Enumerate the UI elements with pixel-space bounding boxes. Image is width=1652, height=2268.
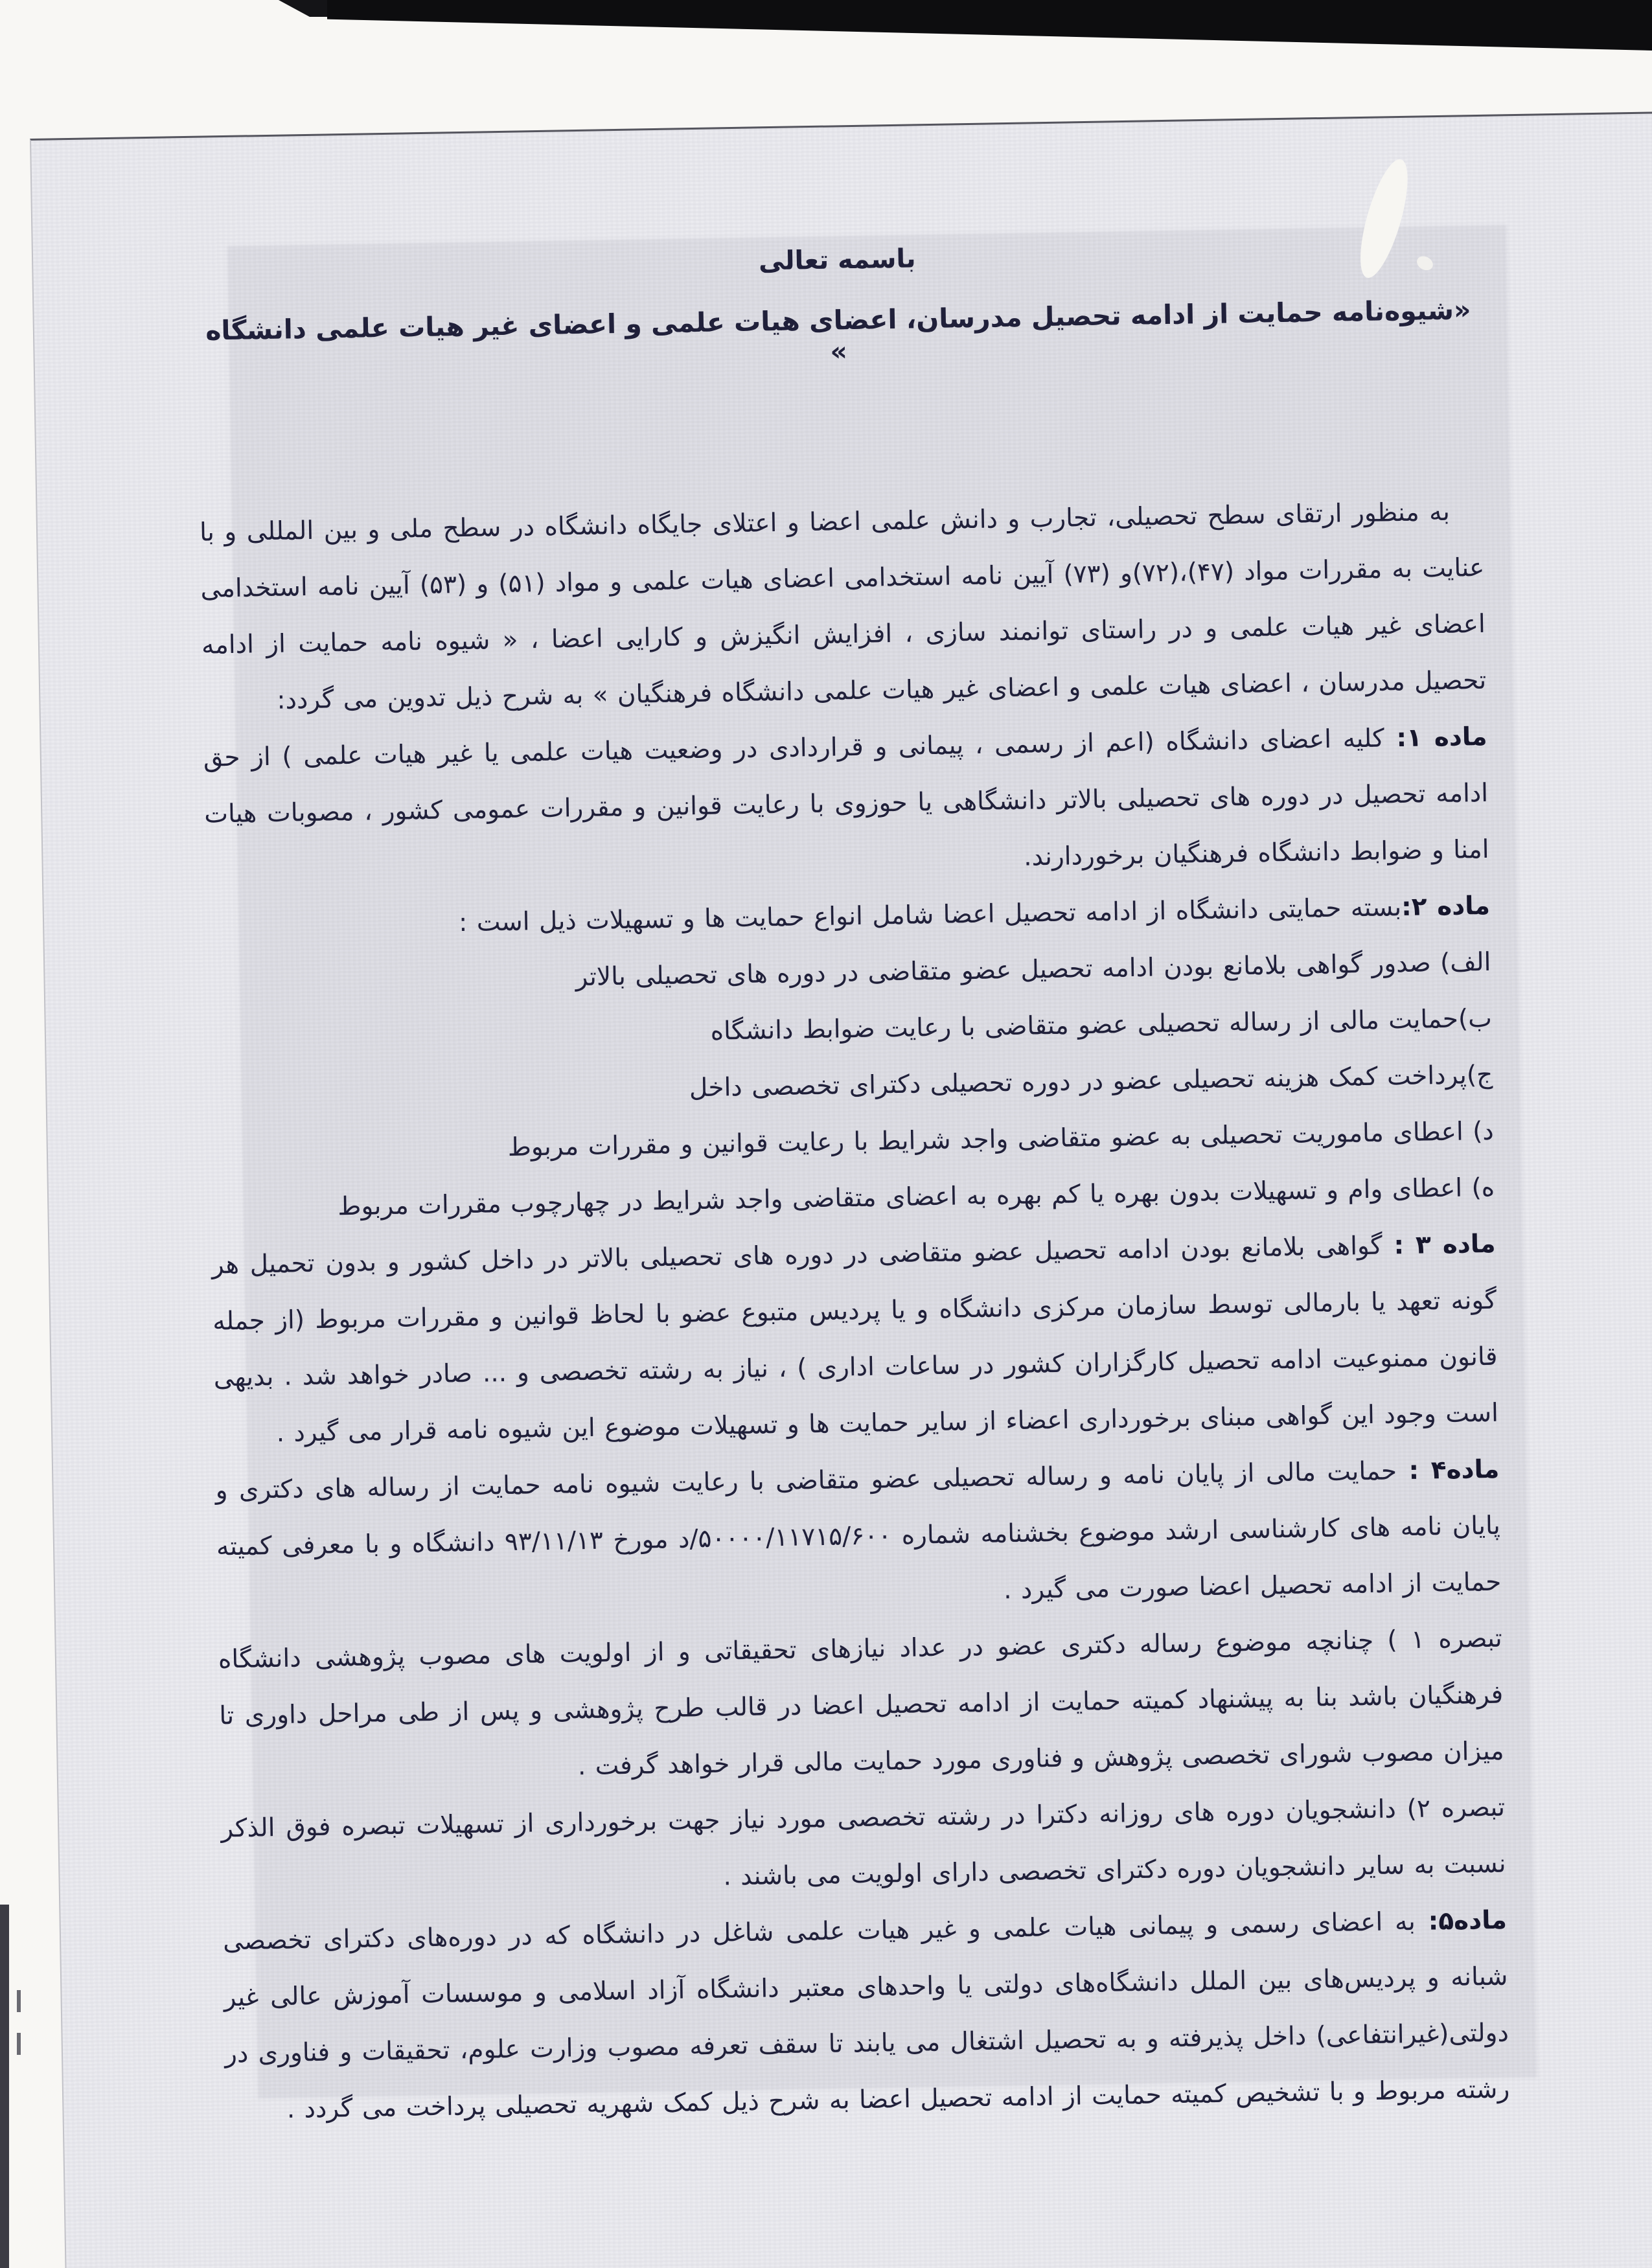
paragraph-text: کلیه اعضای دانشگاه (اعم از رسمی ، پیمانی و قراردادی در وضعیت هیات علمی یا غیر هیات علمی ) از حق ادامه تحصیل در دوره های تحصیلی بالاتر دانشگاهی یا حوزوی با رعایت قوانین و مقررات عمومی کشور ، مصوبات هیات امنا و ضوابط دانشگاه فرهنگیان برخوردارند. <box>203 724 1489 872</box>
paragraph-text: گواهی بلامانع بودن ادامه تحصیل عضو متقاضی در دوره های تحصیلی بالاتر در داخل کشور و بدون تحمیل هر گونه تعهد یا بارمالی توسط سازمان مرکزی دانشگاه و یا پردیس متبوع عضو با لحاظ قوانین و مقررات مربوط (از جمله قانون ممنوعیت ادامه تحصیل کارگزاران کشور در ساعات اداری ) ، نیاز به رشته تخصصی و ... صادر خواهد شد . بدیهی است وجود این گواهی مبنای برخورداری اعضاء از سایر حمایت ها و تسهیلات موضوع این شیوه نامه قرار می گیرد . <box>211 1231 1499 1448</box>
paragraph-text: ه) اعطای وام و تسهیلات بدون بهره یا کم بهره به اعضای متقاضی واجد شرایط در چهارچوب مقررات مربوط <box>337 1173 1495 1222</box>
paragraph-text: د) اعطای ماموریت تحصیلی به عضو متقاضی واجد شرایط با رعایت قوانین و مقررات مربوط <box>507 1116 1495 1162</box>
paragraph <box>203 709 1489 899</box>
paragraph-text: الف) صدور گواهی بلامانع بودن ادامه تحصیل عضو متقاضی در دوره های تحصیلی بالاتر <box>575 947 1491 992</box>
article-label: تبصره ۲) <box>1395 1793 1506 1824</box>
paragraph-text: دانشجویان دوره های روزانه دکترا در رشته تخصصی مورد نیاز جهت برخورداری از تسهیلات تبصره فوق الذکر نسبت به سایر دانشجویان دوره دکترای تخصصی دارای اولویت می باشند . <box>220 1794 1506 1892</box>
article-label: ماده ۲: <box>1401 891 1491 922</box>
paragraph <box>218 1610 1504 1801</box>
paragraph <box>215 1441 1502 1632</box>
paragraph <box>221 1780 1507 1914</box>
scanner-left-tick <box>17 2033 21 2055</box>
paragraph <box>199 483 1486 730</box>
bismillah-heading: باسمه تعالی <box>758 244 916 277</box>
paragraph-text: به اعضای رسمی و پیمانی هیات علمی و غیر هیات علمی شاغل در دانشگاه که در دوره‌های دکترای تخصصی شبانه و پردیس‌های بین الملل دانشگاه‌های دولتی یا واحدهای معتبر دانشگاه آزاد اسلامی و موسسات آموزش عالی غیر دولتی(غیرانتفاعی) داخل پذیرفته و به تحصیل اشتغال می یابند تا سقف تعرفه مصوب وزارت علوم، تحقیقات و فناوری در رشته مربوط و با تشخیص کمیته حمایت از ادامه تحصیل اعضا به شرح ذیل کمک شهریه تحصیلی پرداخت می گردد . <box>222 1907 1510 2124</box>
article-label: ماده۵: <box>1415 1905 1508 1936</box>
paragraph-text: حمایت مالی از پایان نامه و رساله تحصیلی عضو متقاضی با رعایت شیوه نامه حمایت از رساله های دکتری و پایان نامه های کارشناسی ارشد موضوع بخشنامه شماره ۵۰۰۰۰/۱۱۷۱۵/۶۰۰/د مورخ ۹۳/۱۱/۱۳ دانشگاه و با معرفی کمیته حمایت از ادامه تحصیل اعضا صورت می گیرد . <box>215 1456 1502 1605</box>
paragraph-text: ب)حمایت مالی از رساله تحصیلی عضو متقاضی با رعایت ضوابط دانشگاه <box>710 1003 1493 1046</box>
scanned-page <box>30 111 1652 2268</box>
paragraph-text: چنانچه موضوع رساله دکتری عضو در عداد نیازهای تحقیقاتی و از اولویت های مصوب پژوهشی دانشگاه فرهنگیان باشد بنا به پیشنهاد کمیته حمایت از ادامه تحصیل اعضا در قالب طرح پژوهشی و پس از طی مراحل داوری تا میزان مصوب شورای تخصصی پژوهش و فناوری مورد حمایت مالی قرار خواهد گرفت . <box>218 1625 1504 1781</box>
article-label: تبصره ۱ ) <box>1373 1623 1503 1655</box>
paragraph <box>211 1216 1498 1463</box>
article-label: ماده ۳ : <box>1382 1229 1496 1261</box>
paragraph <box>222 1892 1509 2139</box>
paragraph-text: بسته حمایتی دانشگاه از ادامه تحصیل اعضا شامل انواع حمایت ها و تسهیلات ذیل است : <box>458 893 1402 938</box>
article-label: ماده ۱: <box>1384 722 1487 753</box>
scanner-left-tick <box>17 1990 21 2012</box>
paragraph-text: ج)پرداخت کمک هزینه تحصیلی عضو در دوره تحصیلی دکترای تخصصی داخل <box>689 1060 1493 1103</box>
document-content <box>195 235 1510 2138</box>
document-title: «شیوه‌نامه حمایت از ادامه تحصیل مدرسان، اعضای هیات علمی و اعضای غیر هیات علمی دانشگاه » <box>205 294 1471 367</box>
scanner-left-edge <box>0 1905 9 2268</box>
document-body <box>199 483 1510 2139</box>
article-label: ماده۴ : <box>1396 1454 1500 1486</box>
scanner-edge-band <box>327 0 1652 51</box>
paragraph-text: به منظور ارتقای سطح تحصیلی، تجارب و دانش علمی اعضا و اعتلای جایگاه دانشگاه در سطح ملی و بین المللی و با عنایت به مقررات مواد (۴۷)،(۷۲)و (۷۳) آیین نامه استخدامی اعضای هیات علمی و مواد (۵۱) و (۵۳) آیین نامه استخدامی اعضای غیر هیات علمی و در راستای توانمند سازی ، افزایش انگیزش و کارایی اعضا ، « شیوه نامه حمایت از ادامه تحصیل مدرسان ، اعضای هیات علمی و اعضای غیر هیات علمی دانشگاه فرهنگیان » به شرح ذیل تدوین می گردد: <box>199 497 1487 715</box>
